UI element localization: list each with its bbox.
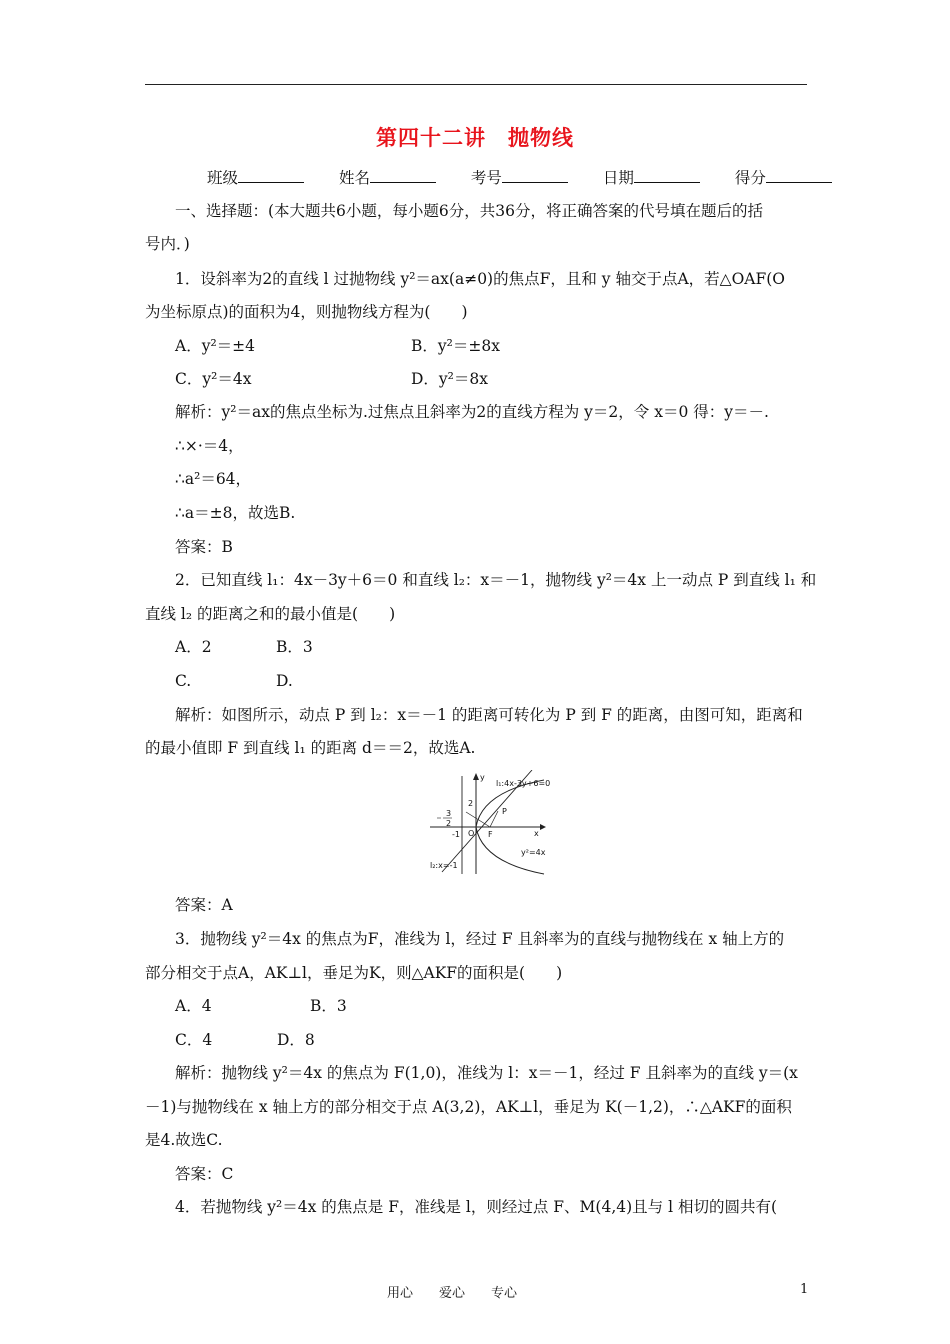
header-fields xyxy=(207,167,862,189)
q2-stem-2: 直线 l₂ 的距离之和的最小值是( ) xyxy=(145,605,396,623)
q3-solution-1: 解析：抛物线 y²＝4x 的焦点为 F(1,0)，准线为 l：x＝－1，经过 F 且斜率为的直线 y＝(x xyxy=(175,1064,798,1082)
field-name-blank[interactable] xyxy=(370,168,436,183)
label-curve: y²=4x xyxy=(521,848,546,857)
q1-solution-3: ∴a²＝64， xyxy=(175,470,252,488)
y-axis-arrow xyxy=(473,773,479,780)
q2-option-d: D. xyxy=(276,672,293,690)
q1-stem-1: 1．设斜率为2的直线 l 过抛物线 y²＝ax(a≠0)的焦点F，且和 y 轴交于点A，若△OAF(O xyxy=(175,270,785,288)
q3-option-a: A．4 xyxy=(175,997,212,1015)
field-score: 得分 xyxy=(734,169,766,187)
q2-option-a: A．2 xyxy=(175,638,212,656)
perpendicular-segment xyxy=(466,812,490,827)
field-id: 考号 xyxy=(470,169,502,187)
section-intro-1: 一、选择题：(本大题共6小题，每小题6分，共36分，将正确答案的代号填在题后的括 xyxy=(175,202,763,220)
label-y: y xyxy=(480,773,485,782)
label-frac-bottom: 2 xyxy=(446,819,452,828)
q3-solution-3: 是4.故选C. xyxy=(145,1131,223,1149)
field-date-blank[interactable] xyxy=(634,168,700,183)
label-o: O xyxy=(468,829,475,838)
q1-option-a: A．y²＝±4 xyxy=(175,337,256,355)
q3-option-c: C．4 xyxy=(175,1031,213,1049)
q2-solution-2: 的最小值即 F 到直线 l₁ 的距离 d＝＝2，故选A. xyxy=(145,739,476,757)
label-l2: l₂:x=-1 xyxy=(430,861,458,870)
x-axis-arrow xyxy=(540,824,546,830)
q3-option-b: B．3 xyxy=(310,997,347,1015)
label-neg1: -1 xyxy=(452,830,460,839)
field-class: 班级 xyxy=(207,169,239,187)
q2-option-b: B．3 xyxy=(276,638,313,656)
field-date: 日期 xyxy=(602,169,634,187)
label-frac-top: 3 xyxy=(446,809,452,818)
section-intro-2: 号内．) xyxy=(145,235,190,253)
q3-answer: 答案：C xyxy=(175,1165,234,1183)
field-name: 姓名 xyxy=(338,169,370,187)
q1-solution-4: ∴a＝±8，故选B. xyxy=(175,504,296,522)
label-x: x xyxy=(534,829,539,838)
q1-stem-2: 为坐标原点)的面积为4，则抛物线方程为( ) xyxy=(145,303,468,321)
q2-answer: 答案：A xyxy=(175,896,233,914)
footer-center: 用心 爱心 专心 xyxy=(387,1286,518,1301)
page-number: 1 xyxy=(800,1282,809,1297)
q2-solution-1: 解析：如图所示，动点 P 到 l₂：x＝－1 的距离可转化为 P 到 F 的距离，由图可知，距离和 xyxy=(175,706,803,724)
q1-option-d: D．y²＝8x xyxy=(411,370,489,388)
q1-answer: 答案：B xyxy=(175,538,233,556)
field-id-blank[interactable] xyxy=(502,168,568,183)
label-l1: l₁:4x-3y+6=0 xyxy=(496,779,551,788)
q3-stem-2: 部分相交于点A，AK⊥l，垂足为K，则△AKF的面积是( ) xyxy=(145,964,563,982)
q1-solution-2: ∴×·＝4， xyxy=(175,437,244,455)
q4-stem-1: 4．若抛物线 y²＝4x 的焦点是 F，准线是 l，则经过点 F、M(4,4)且与 l 相切的圆共有( xyxy=(175,1198,778,1216)
q1-option-c: C．y²＝4x xyxy=(175,370,252,388)
q3-stem-1: 3．抛物线 y²＝4x 的焦点为F，准线为 l，经过 F 且斜率为的直线与抛物线在 x 轴上方的 xyxy=(175,930,785,948)
q1-solution-1: 解析：y²＝ax的焦点坐标为.过焦点且斜率为2的直线方程为 y＝2，令 x＝0 得：y＝－. xyxy=(175,403,769,421)
page-title: 第四十二讲 抛物线 xyxy=(376,126,574,150)
q3-solution-2: －1)与抛物线在 x 轴上方的部分相交于点 A(3,2)，AK⊥l，垂足为 K(－1,2)，∴△AKF的面积 xyxy=(145,1098,792,1116)
q3-option-d: D．8 xyxy=(277,1031,315,1049)
q2-stem-1: 2．已知直线 l₁：4x－3y＋6＝0 和直线 l₂：x＝－1，抛物线 y²＝4x 上一动点 P 到直线 l₁ 和 xyxy=(175,571,817,589)
q2-option-c: C. xyxy=(175,672,192,690)
q1-option-b: B．y²＝±8x xyxy=(411,337,500,355)
label-f: F xyxy=(488,830,493,839)
label-two: 2 xyxy=(468,799,474,808)
parabola-figure xyxy=(424,770,564,880)
top-rule xyxy=(145,84,807,85)
field-score-blank[interactable] xyxy=(766,168,832,183)
field-class-blank[interactable] xyxy=(238,168,304,183)
label-p: P xyxy=(502,807,507,816)
